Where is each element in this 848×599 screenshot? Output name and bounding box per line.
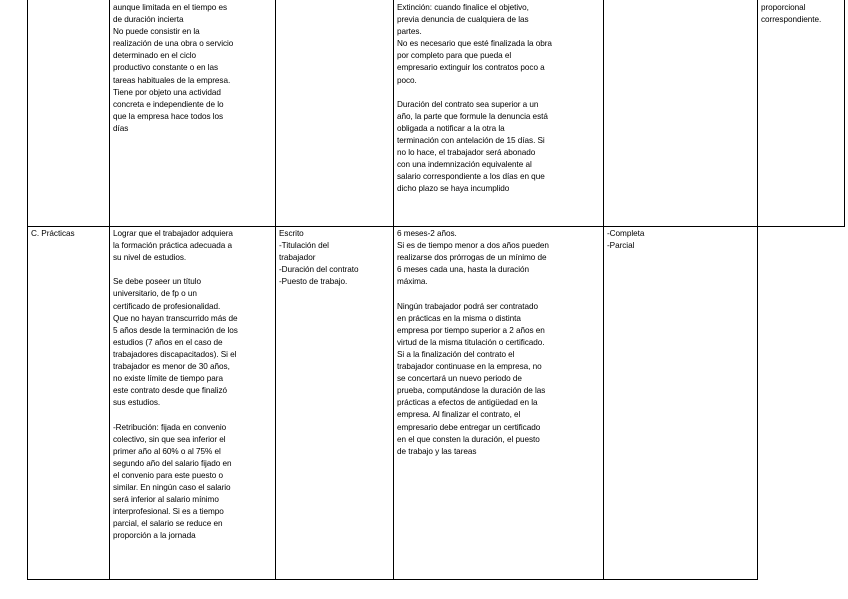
text-line — [397, 87, 601, 99]
text-line: en el que consten la duración, el puesto — [397, 434, 540, 444]
column-divider-4 — [603, 0, 604, 580]
top-row-requisitos-cell — [113, 2, 273, 135]
text-line: días — [113, 123, 129, 133]
text-line: máxima. — [397, 277, 428, 287]
text-line: la formación práctica adecuada a — [113, 241, 233, 251]
text-line: trabajador continuase en la empresa, no — [397, 362, 542, 372]
text-line: proporción a la jornada — [113, 531, 196, 541]
text-line: realizarse dos prórrogas de un mínimo de — [397, 253, 547, 263]
text-line: -Parcial — [607, 241, 635, 251]
text-line: Ningún trabajador podrá ser contratado — [397, 301, 539, 311]
text-line: empresa. Al finalizar el contrato, el — [397, 410, 521, 420]
text-line: obligada a notificar a la otra la — [397, 123, 505, 133]
text-line: su nivel de estudios. — [113, 253, 187, 263]
table-border-bottom — [27, 579, 758, 580]
text-line: de duración incierta — [113, 15, 184, 25]
text-line: trabajadores discapacitados). Si el — [113, 349, 237, 359]
top-row-duracion-cell — [397, 2, 601, 196]
text-line: Se debe poseer un título — [113, 277, 202, 287]
text-line: productivo constante o en las — [113, 63, 219, 73]
text-line: 6 meses cada una, hasta la duración — [397, 265, 530, 275]
table-border-left — [27, 0, 28, 580]
text-line: empresa por tiempo superior a 2 años en — [397, 325, 545, 335]
text-line: 6 meses-2 años. — [397, 229, 457, 238]
text-line: previa denuncia de cualquiera de las — [397, 15, 529, 25]
text-line: poco. — [397, 75, 417, 85]
text-line: será inferior al salario mínimo — [113, 495, 219, 505]
text-line: -Puesto de trabajo. — [279, 277, 348, 287]
text-line: estudios (7 años en el caso de — [113, 337, 223, 347]
text-line: año, la parte que formule la denuncia está — [397, 111, 548, 121]
text-line: empresario debe entregar un certificado — [397, 422, 541, 432]
text-line: similar. En ningún caso el salario — [113, 482, 231, 492]
practicas-duracion-cell — [397, 228, 601, 458]
text-line: prácticas a efectos de antigüedad en la — [397, 398, 538, 408]
text-line: el convenio para este puesto o — [113, 470, 224, 480]
text-line: primer año al 60% o al 75% el — [113, 446, 221, 456]
text-line: prueba, computándose la duración de las — [397, 386, 546, 396]
practicas-forma-cell — [279, 228, 391, 288]
text-line — [113, 409, 273, 421]
text-line: Tiene por objeto una actividad — [113, 87, 221, 97]
text-line: salario correspondiente a los días en que — [397, 172, 545, 182]
text-line: aunque limitada en el tiempo es — [113, 3, 228, 12]
text-line: empresario extinguir los contratos poco a — [397, 63, 545, 73]
practicas-tipo-cell — [31, 228, 107, 240]
text-line: trabajador es menor de 30 años, — [113, 362, 230, 372]
text-line: parcial, el salario se reduce en — [113, 519, 223, 529]
text-line: dicho plazo se haya incumplido — [397, 184, 510, 194]
row-divider — [27, 226, 845, 227]
text-line: -Completa — [607, 229, 645, 238]
text-line: en prácticas en la misma o distinta — [397, 313, 521, 323]
text-line: este contrato desde que finalizó — [113, 386, 228, 396]
text-line: segundo año del salario fijado en — [113, 458, 232, 468]
text-line: Si a la finalización del contrato el — [397, 349, 515, 359]
contract-type-label: C. Prácticas — [31, 229, 75, 238]
text-line: Si es de tiempo menor a dos años pueden — [397, 241, 549, 251]
text-line — [397, 288, 601, 300]
text-line: No es necesario que esté finalizada la obra — [397, 39, 552, 49]
text-line: terminación con antelación de 15 días. Si — [397, 136, 545, 146]
text-line: Escrito — [279, 229, 304, 238]
column-divider-2 — [275, 0, 276, 580]
table-border-right — [844, 0, 845, 226]
text-line: -Duración del contrato — [279, 265, 359, 275]
top-row-last-cell — [761, 2, 843, 26]
text-line: colectivo, sin que sea inferior el — [113, 434, 226, 444]
practicas-requisitos-cell — [113, 228, 273, 542]
text-line: correspondiente. — [761, 15, 822, 25]
text-line: trabajador — [279, 253, 316, 263]
text-line: Lograr que el trabajador adquiera — [113, 229, 233, 238]
column-divider-1 — [109, 0, 110, 580]
text-line: partes. — [397, 27, 422, 37]
text-line: realización de una obra o servicio — [113, 39, 234, 49]
column-divider-5 — [757, 0, 758, 580]
text-line: tareas habituales de la empresa. — [113, 75, 231, 85]
text-line: certificado de profesionalidad. — [113, 301, 221, 311]
text-line — [113, 264, 273, 276]
text-line: proporcional — [761, 3, 806, 12]
text-line: -Titulación del — [279, 241, 329, 251]
practicas-jornada-cell — [607, 228, 755, 252]
text-line: universitario, de fp o un — [113, 289, 197, 299]
text-line: determinado en el ciclo — [113, 51, 197, 61]
text-line: 5 años desde la terminación de los — [113, 325, 238, 335]
text-line: -Retribución: fijada en convenio — [113, 422, 227, 432]
text-line: Extinción: cuando finalice el objetivo, — [397, 3, 529, 12]
text-line: se concertará un nuevo periodo de — [397, 374, 522, 384]
text-line: por completo para que pueda el — [397, 51, 512, 61]
column-divider-3 — [393, 0, 394, 580]
text-line: que la empresa hace todos los — [113, 111, 224, 121]
text-line: Que no hayan transcurrido más de — [113, 313, 238, 323]
text-line: concreta e independiente de lo — [113, 99, 224, 109]
text-line: interprofesional. Si es a tiempo — [113, 507, 224, 517]
text-line: No puede consistir en la — [113, 27, 200, 37]
text-line: con una indemnización equivalente al — [397, 160, 532, 170]
text-line: no lo hace, el trabajador será abonado — [397, 148, 536, 158]
text-line: sus estudios. — [113, 398, 161, 408]
text-line: de trabajo y las tareas — [397, 446, 477, 456]
text-line: virtud de la misma titulación o certificado. — [397, 337, 545, 347]
text-line: no existe límite de tiempo para — [113, 374, 223, 384]
text-line: Duración del contrato sea superior a un — [397, 99, 539, 109]
